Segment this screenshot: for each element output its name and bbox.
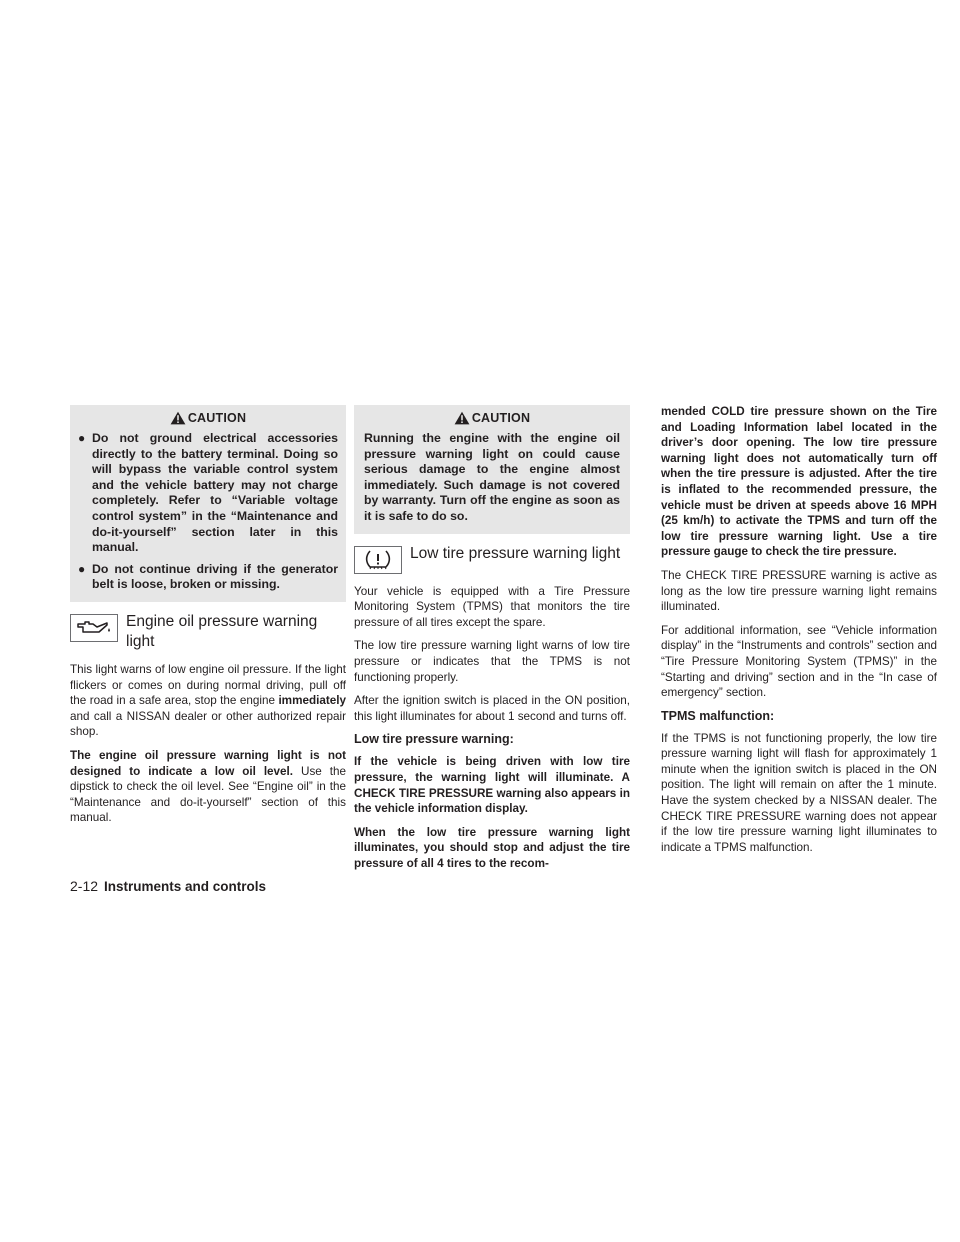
oil-paragraph-1: This light warns of low engine oil pressure. If the light flickers or comes on during normal driving, pull off the road in a safe area, stop the engine immediately and call a NISSAN dealer or other authorized repair shop. [70, 662, 346, 739]
oil-pressure-heading [70, 612, 346, 652]
oil-can-icon [70, 614, 118, 642]
bullet: ● [78, 561, 86, 576]
malfunction-paragraph: If the TPMS is not functioning properly, the low tire pressure warning light will flash for approximately 1 minute when the ignition switch is placed in the ON position. The light will remain on after the 1 minute. Have the system checked by a NISSAN dealer. The CHECK TIRE PRESSURE warning does not appear if the low tire pressure warning light illuminates to indicate a TPMS malfunction. [661, 731, 937, 854]
tpms-paragraph-1: The CHECK TIRE PRESSURE warning is active as long as the low tire pressure warning light remains illuminated. [661, 568, 937, 614]
page-number: 2-12 [70, 878, 99, 894]
caution-title: CAUTION [362, 411, 622, 425]
low-tire-paragraph-1: If the vehicle is being driven with low tire pressure, the warning light will illuminate. A CHECK TIRE PRESSURE warning also appears in the vehicle information display. [354, 755, 630, 816]
warning-triangle-icon [170, 411, 186, 425]
section-heading: Low tire pressure warning light [410, 544, 621, 562]
low-tire-paragraph-2: When the low tire pressure warning light illuminates, you should stop and adjust the tire pressure of all 4 tires to the recom- [354, 825, 630, 870]
caution-text: Do not ground electrical accessories directly to the battery terminal. Doing so will bypass the variable control system and the vehicle battery may not charge completely. Refer to “Variable voltage control system” in the “Maintenance and do-it-yourself” section later in this manual. [92, 431, 338, 555]
subheading-low-tire: Low tire pressure warning: [354, 732, 514, 747]
column-left [70, 405, 346, 834]
continued-paragraph: mended COLD tire pressure shown on the Tire and Loading Information label located in the driver’s door opening. The low tire pressure warning light does not automatically turn off when the tire pressure is adjusted. After the tire is inflated to the recommended pressure, the vehicle must be driven at speeds above 16 MPH (25 km/h) to activate the TPMS and turn off the low tire pressure warning light. Use a tire pressure gauge to check the tire pressure. [661, 405, 937, 559]
tire-paragraph-1: Your vehicle is equipped with a Tire Pressure Monitoring System (TPMS) that monitors the tire pressure of all tires except the spare. [354, 584, 630, 629]
tire-pressure-heading [354, 544, 630, 574]
section-title: Instruments and controls [104, 879, 267, 894]
subheading-tpms-malfunction: TPMS malfunction: [661, 708, 775, 723]
caution-text: Do not continue driving if the generator belt is loose, broken or missing. [92, 561, 338, 592]
page-footer [70, 878, 266, 894]
caution-item [78, 431, 338, 556]
column-right [661, 404, 937, 863]
tire-paragraph-2: The low tire pressure warning light warns of low tire pressure or indicates that the TPMS is not functioning properly. [354, 639, 630, 684]
column-middle [354, 405, 630, 879]
caution-title: CAUTION [78, 411, 338, 425]
caution-box-oil [354, 405, 630, 534]
caution-text: Running the engine with the engine oil pressure warning light on could cause serious damage to the engine almost immediately. Such damage is not covered by warranty. Turn off the engine as soon as it is safe to do so. [364, 431, 620, 523]
bullet: ● [78, 431, 86, 445]
tire-pressure-icon [354, 546, 402, 574]
caution-box-battery [70, 405, 346, 602]
tire-paragraph-3: After the ignition switch is placed in the ON position, this light illuminates for about 1 second and turns off. [354, 694, 630, 723]
caution-item [78, 562, 338, 593]
section-heading: Engine oil pressure warning light [126, 612, 318, 650]
oil-paragraph-2: The engine oil pressure warning light is not designed to indicate a low oil level. Use the dipstick to check the oil level. See “Engine oil” in the “Maintenance and do-it-yourself” section of this manual. [70, 748, 346, 825]
tpms-paragraph-2: For additional information, see “Vehicle information display” in the “Instruments and controls” section and “Tire Pressure Monitoring System (TPMS)” in the “Starting and driving” section and in the “In case of emergency” section. [661, 623, 937, 700]
warning-triangle-icon [454, 411, 470, 425]
